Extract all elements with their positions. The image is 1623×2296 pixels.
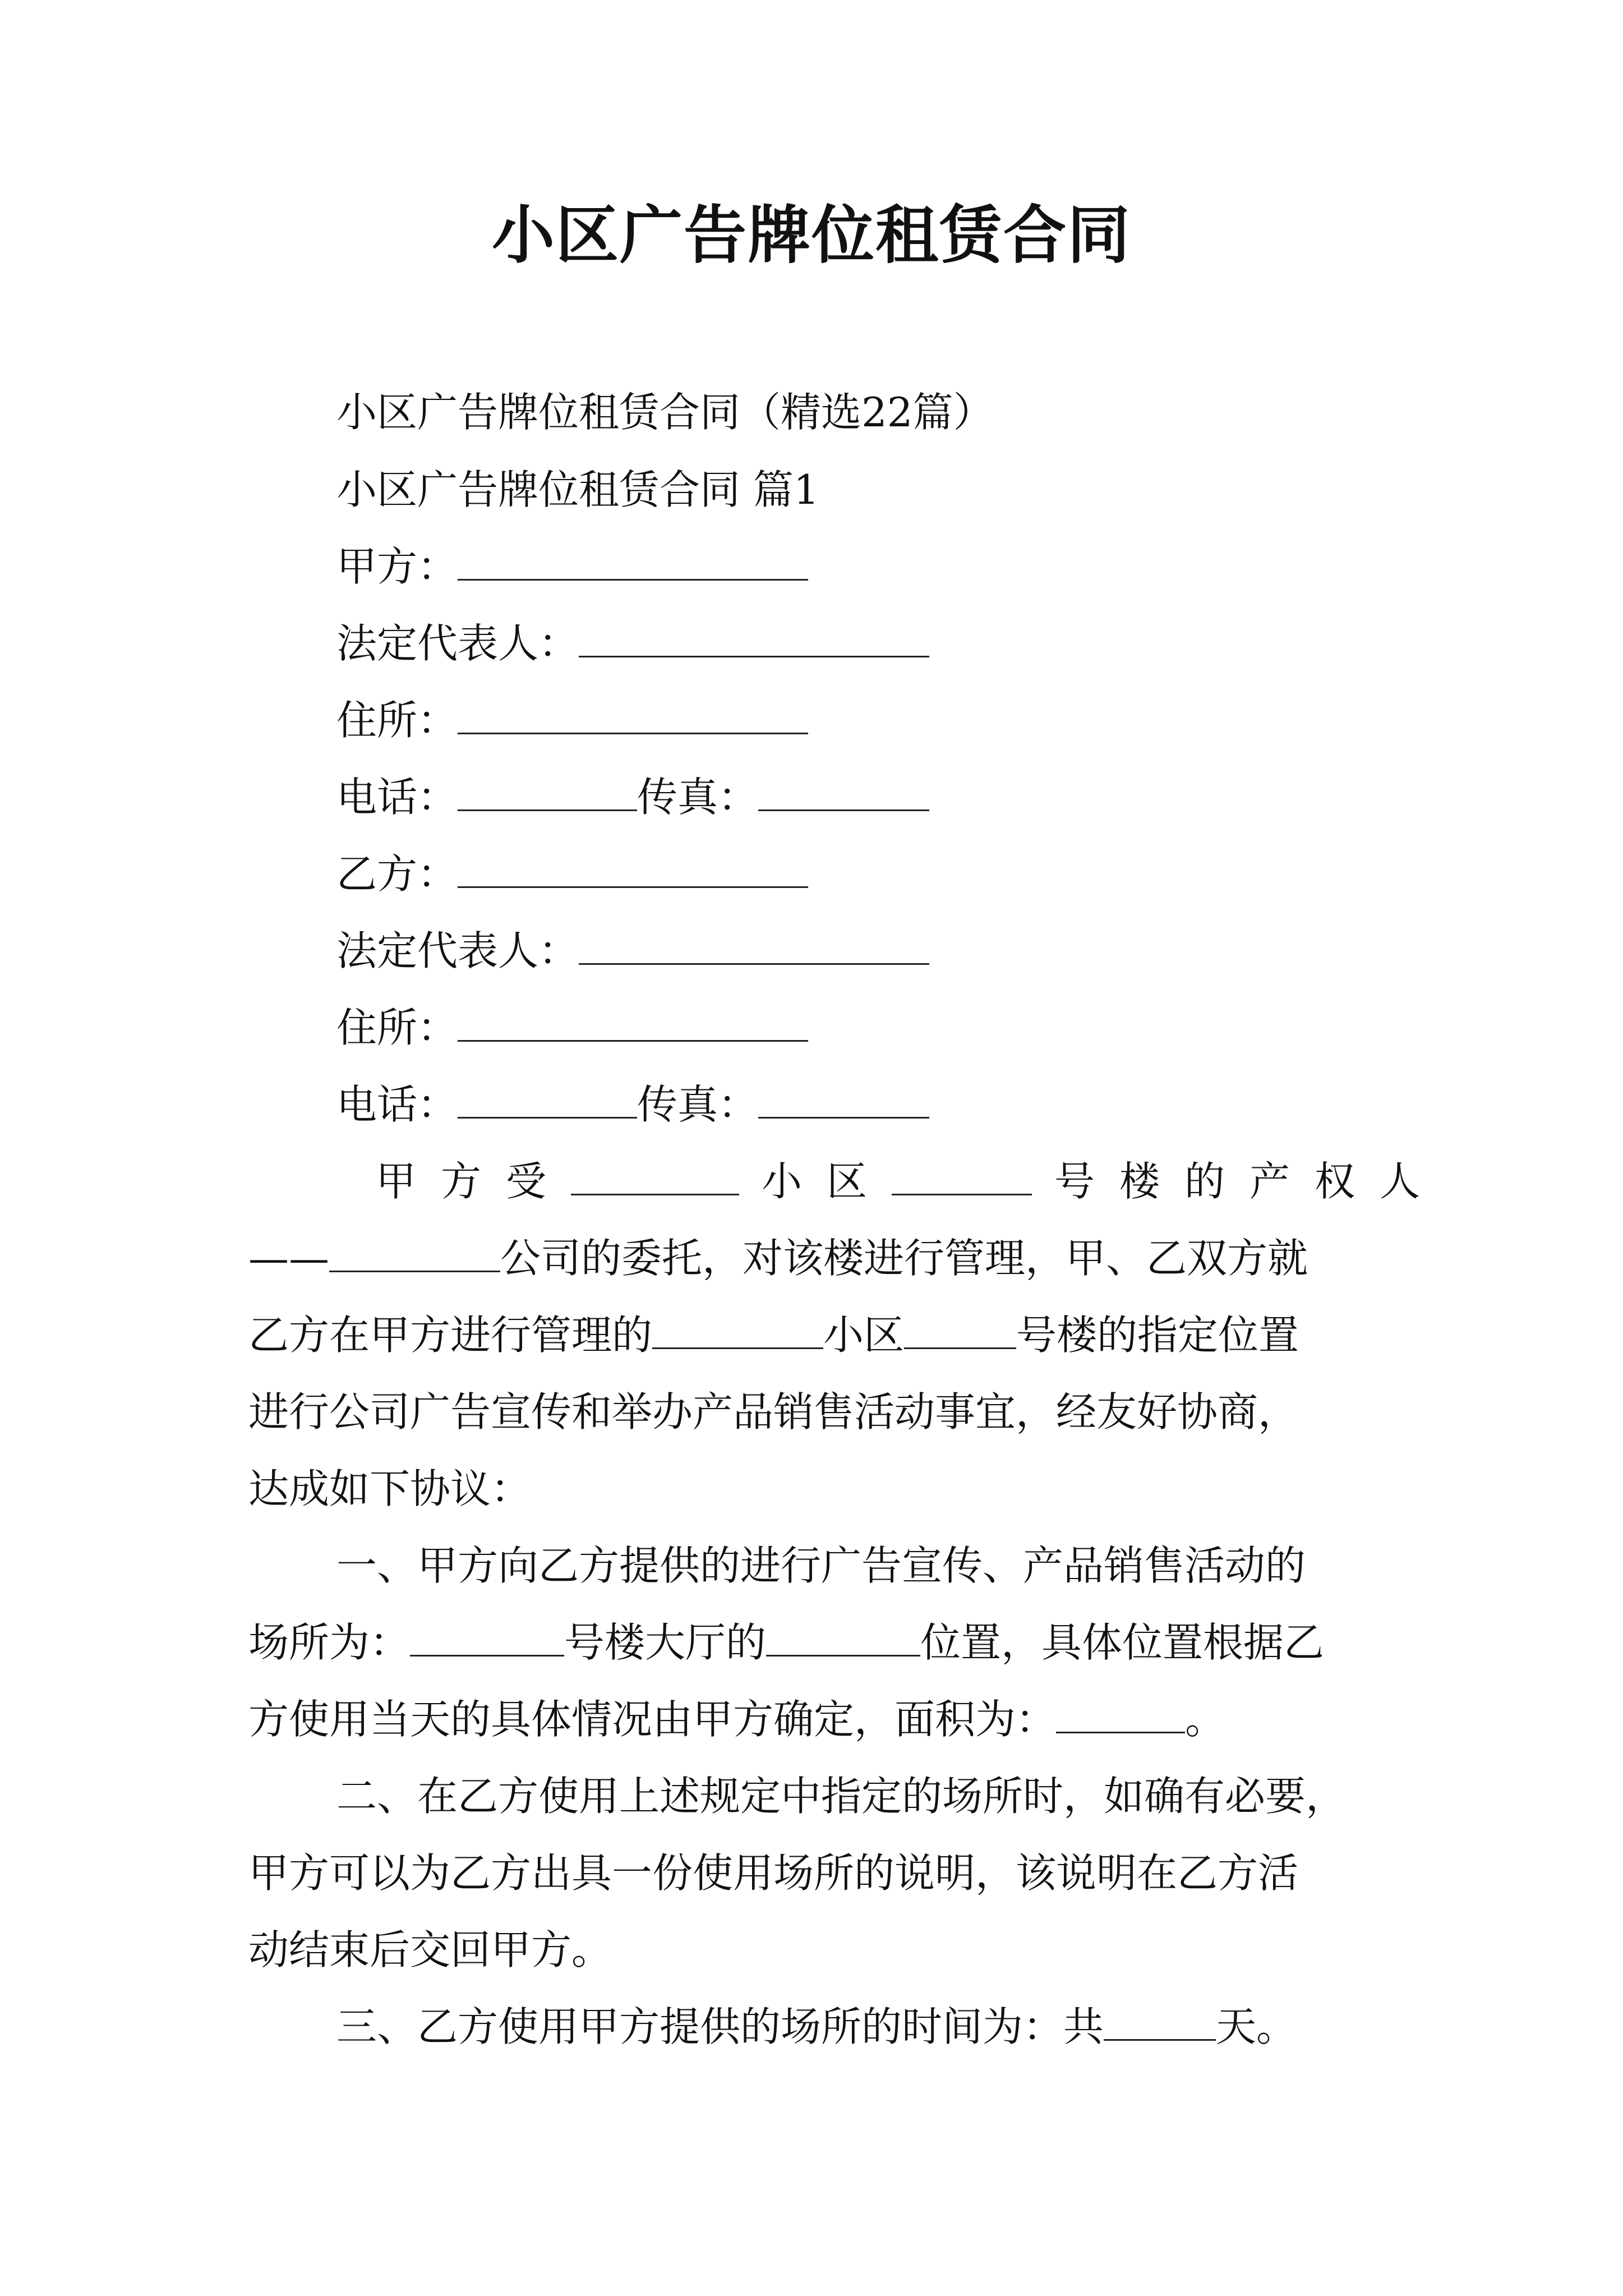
party-b-address-label: 住所： [336, 1004, 458, 1051]
intro-line-4: 进行公司广告宣传和举办产品销售活动事宜，经友好协商， [248, 1388, 1299, 1435]
party-b-rep-blank[interactable] [579, 924, 929, 965]
clause-1-line-2 [248, 1614, 1324, 1671]
clause-2-line-2: 甲方可以为乙方出具一份使用场所的说明，该说明在乙方活 [248, 1849, 1299, 1897]
party-b-phone-label: 电话： [336, 1081, 458, 1128]
party-b-address-blank[interactable] [458, 1001, 808, 1042]
party-a-rep-label: 法定代表人： [336, 620, 579, 667]
intro-community-blank-2[interactable] [652, 1308, 823, 1349]
party-b-rep-row [336, 923, 929, 979]
clause-1-line-1: 一、甲方向乙方提供的进行广告宣传、产品销售活动的 [336, 1542, 1306, 1589]
party-a-address-row [336, 692, 808, 748]
party-a-name-blank[interactable] [458, 540, 808, 581]
party-a-phone-blank[interactable] [458, 770, 637, 811]
intro-dash: —— [248, 1235, 329, 1282]
party-a-address-blank[interactable] [458, 693, 808, 734]
party-a-rep-blank[interactable] [579, 616, 929, 657]
clause-1-text-d: 方使用当天的具体情况由甲方确定，面积为： [248, 1696, 1057, 1743]
intro-building-blank[interactable] [892, 1154, 1032, 1195]
intro-line-3 [248, 1307, 1299, 1363]
party-b-fax-label: 传真： [637, 1081, 759, 1128]
clause-3-text-b: 天。 [1216, 2003, 1297, 2050]
party-a-fax-blank[interactable] [758, 770, 929, 811]
party-b-phone-blank[interactable] [458, 1078, 637, 1119]
intro-text-e: 乙方在甲方进行管理的 [248, 1312, 653, 1359]
intro-text-d: 公司的委托，对该楼进行管理，甲、乙双方就 [500, 1235, 1308, 1282]
intro-building-blank-2[interactable] [904, 1308, 1016, 1349]
intro-text-g: 号楼的指定位置 [1016, 1312, 1299, 1359]
intro-text-a: 甲方受 [376, 1158, 571, 1205]
clause-1-text-a: 场所为： [248, 1619, 411, 1666]
intro-line-2 [248, 1230, 1308, 1286]
party-a-rep-row [336, 615, 929, 671]
clause-2-line-3: 动结束后交回甲方。 [248, 1926, 612, 1973]
intro-text-c: 号楼的产权人 [1054, 1158, 1445, 1205]
clause-1-building-blank[interactable] [410, 1616, 564, 1657]
clause-2-line-1: 二、在乙方使用上述规定中指定的场所时，如确有必要， [336, 1773, 1347, 1820]
intro-text-b: 小区 [762, 1158, 892, 1205]
party-a-contact-row [336, 769, 929, 825]
party-b-contact-row [336, 1076, 929, 1133]
party-b-name-row [336, 846, 808, 902]
document-subtitle: 小区广告牌位租赁合同（精选22篇） [336, 389, 994, 436]
intro-community-blank[interactable] [571, 1154, 739, 1195]
party-a-fax-label: 传真： [637, 774, 759, 821]
clause-1-text-c: 位置，具体位置根据乙 [920, 1619, 1325, 1666]
party-b-name-blank[interactable] [458, 847, 808, 888]
party-a-name-row [336, 539, 808, 595]
intro-line-5: 达成如下协议： [248, 1465, 532, 1512]
party-b-address-row [336, 1000, 808, 1056]
party-b-rep-label: 法定代表人： [336, 927, 579, 974]
intro-line-1 [376, 1153, 1445, 1209]
clause-1-position-blank[interactable] [766, 1616, 920, 1657]
party-a-phone-label: 电话： [336, 774, 458, 821]
clause-3-days-blank[interactable] [1104, 2000, 1216, 2041]
party-a-address-label: 住所： [336, 697, 458, 744]
section-heading: 小区广告牌位租赁合同 篇1 [336, 466, 819, 513]
party-b-name-label: 乙方： [336, 850, 458, 898]
clause-1-area-blank[interactable] [1056, 1692, 1185, 1733]
intro-company-blank[interactable] [329, 1231, 500, 1272]
clause-1-line-3 [248, 1691, 1225, 1747]
intro-text-f: 小区 [823, 1312, 905, 1359]
clause-1-text-e: 。 [1185, 1696, 1226, 1743]
clause-1-text-b: 号楼大厅的 [564, 1619, 767, 1666]
party-a-name-label: 甲方： [336, 543, 458, 590]
clause-3-text-a: 三、乙方使用甲方提供的场所的时间为：共 [336, 2003, 1104, 2050]
party-b-fax-blank[interactable] [758, 1078, 929, 1119]
clause-3-line-1 [336, 1999, 1297, 2055]
document-title: 小区广告牌位租赁合同 [492, 199, 1131, 272]
